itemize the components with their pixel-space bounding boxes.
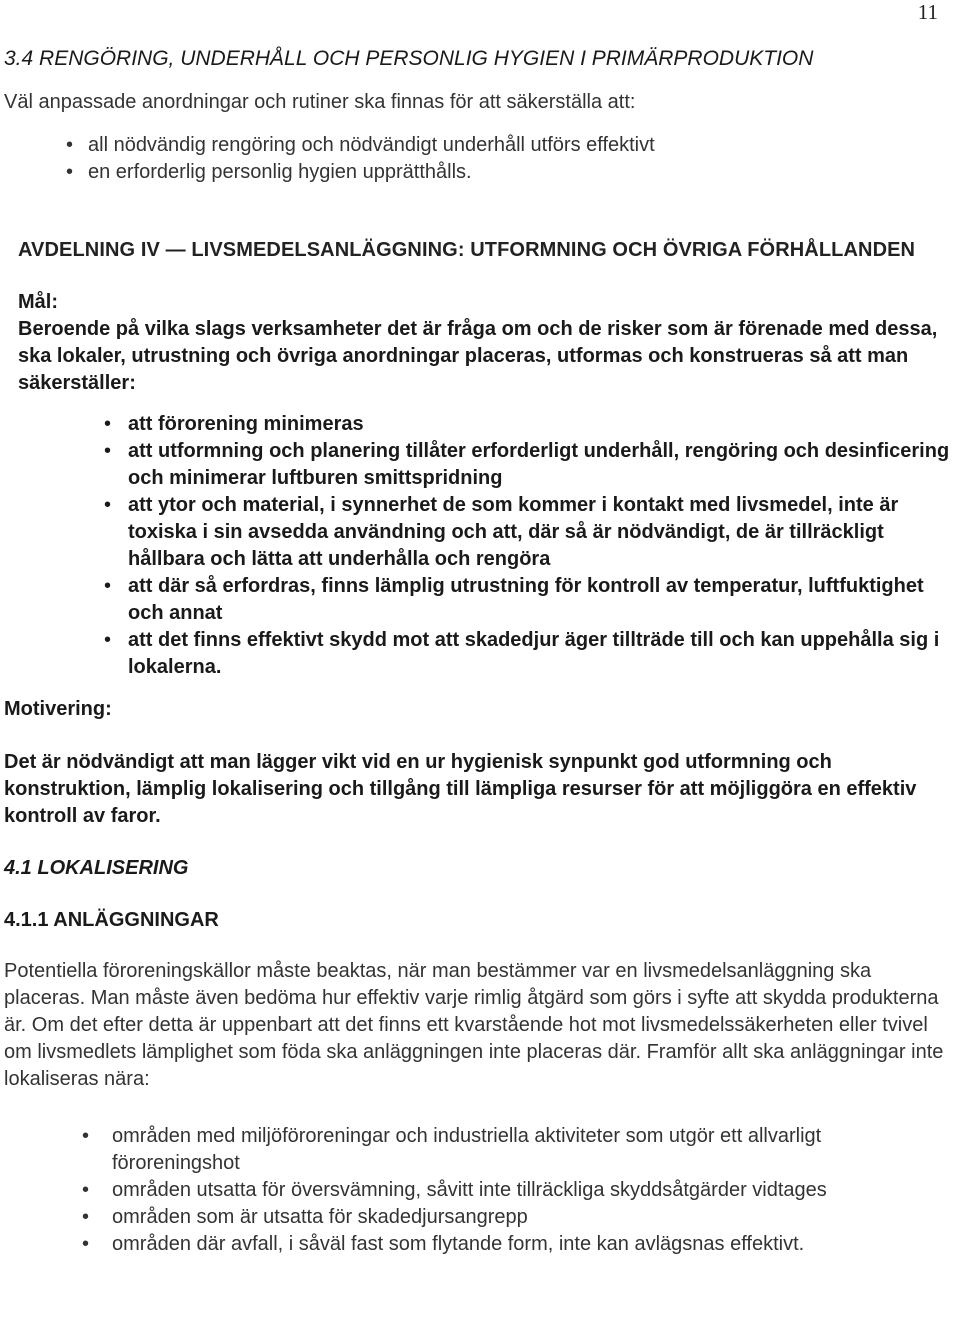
list-item: • områden med miljöföroreningar och industriella aktiviteter som utgör ett allvarligt föroreningshot xyxy=(82,1123,942,1177)
list-item: • att där så erfordras, finns lämplig utrustning för kontroll av temperatur, luftfuktighet och annat xyxy=(104,573,954,627)
motivering-label: Motivering: xyxy=(4,698,112,720)
list-item: • områden som är utsatta för skadedjursangrepp xyxy=(82,1204,942,1231)
anlaggningar-paragraph: Potentiella föroreningskällor måste beaktas, när man bestämmer var en livsmedelsanläggning ska placeras. Man måste även bedöma hur effektiv varje rimlig åtgärd som görs i syfte att skydda produkterna är. Om det efter detta är uppenbart att det finns ett kvarstående hot mot livsmedelssäkerheten eller tvivel om livsmedlets lämplighet som föda ska anläggningen inte placeras där. Framför allt ska anläggningar inte lokaliseras nära: xyxy=(4,960,944,1090)
list-item: • att det finns effektivt skydd mot att skadedjur äger tillträde till och kan uppehålla sig i lokalerna. xyxy=(104,627,954,681)
section-bullet-list xyxy=(66,132,954,186)
lokalisering-heading: 4.1 LOKALISERING xyxy=(4,857,189,879)
avdelning-heading: AVDELNING IV — LIVSMEDELSANLÄGGNING: UTFORMNING OCH ÖVRIGA FÖRHÅLLANDEN xyxy=(18,239,916,261)
list-item: • områden utsatta för översvämning, såvitt inte tillräckliga skyddsåtgärder vidtages xyxy=(82,1177,942,1204)
list-item: • att ytor och material, i synnerhet de som kommer i kontakt med livsmedel, inte är toxiska i sin avsedda användning och att, där så är nödvändigt, de är tillräckligt hållbara och lätta att underhålla och rengöra xyxy=(104,492,954,573)
anlaggningar-heading: 4.1.1 ANLÄGGNINGAR xyxy=(4,909,219,931)
list-item: • områden där avfall, i såväl fast som flytande form, inte kan avlägsnas effektivt. xyxy=(82,1231,942,1258)
list-item: • en erforderlig personlig hygien upprätthålls. xyxy=(66,159,954,186)
page-number: 11 xyxy=(917,0,938,24)
mal-bullet-list xyxy=(104,411,954,681)
mal-label: Mål: xyxy=(18,291,58,313)
lokalisering-bullet-list xyxy=(82,1123,942,1258)
motivering-text: Det är nödvändigt att man lägger vikt vid en ur hygienisk synpunkt god utformning och konstruktion, lämplig lokalisering och tillgång till lämpliga resurser för att möjliggöra en effektiv kontroll av faror. xyxy=(4,751,917,827)
list-item: • all nödvändig rengöring och nödvändigt underhåll utförs effektivt xyxy=(66,132,954,159)
section-heading: 3.4 RENGÖRING, UNDERHÅLL OCH PERSONLIG HYGIEN I PRIMÄRPRODUKTION xyxy=(4,47,814,70)
list-item: • att utformning och planering tillåter erforderligt underhåll, rengöring och desinficering och minimerar luftburen smittspridning xyxy=(104,438,954,492)
section-intro: Väl anpassade anordningar och rutiner ska finnas för att säkerställa att: xyxy=(4,91,636,113)
document-body xyxy=(4,44,954,1258)
list-item: • att förorening minimeras xyxy=(104,411,954,438)
mal-text: Beroende på vilka slags verksamheter det är fråga om och de risker som är förenade med dessa, ska lokaler, utrustning och övriga anordningar placeras, utformas och konstrueras så att man säkerställer: xyxy=(18,318,938,394)
